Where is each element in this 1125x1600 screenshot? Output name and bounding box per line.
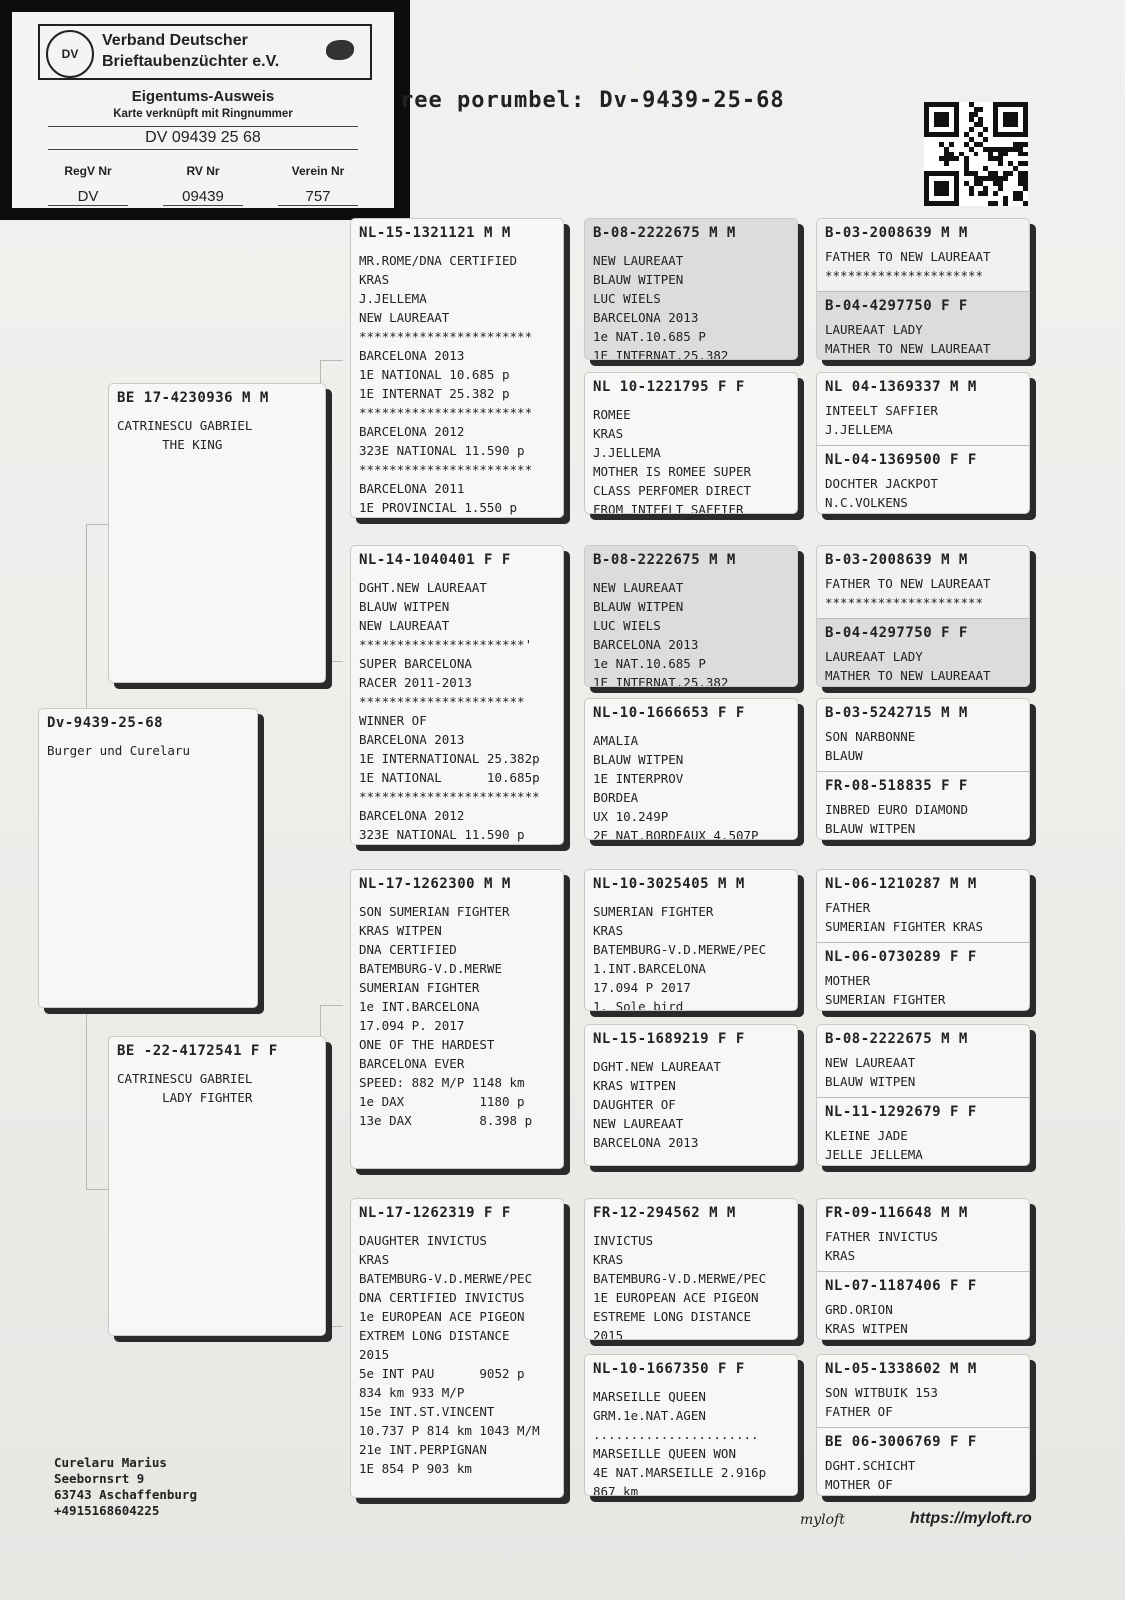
- note-line: DNA CERTIFIED: [359, 942, 457, 957]
- pedigree-notes: [359, 902, 555, 1130]
- note-line: FATHER: [825, 900, 871, 915]
- note-line: MARSEILLE QUEEN: [593, 1389, 706, 1404]
- note-line: 1E INTERPROV: [593, 771, 684, 786]
- ring-number: Dv-9439-25-68: [47, 715, 164, 731]
- card-ring-number: DV 09439 25 68: [48, 126, 358, 150]
- gen4-card: [816, 218, 1030, 360]
- note-line: 1E EUROPEAN ACE PIGEON: [593, 1290, 759, 1305]
- note-line: **********************: [359, 694, 525, 709]
- gen4-dam: [817, 619, 1029, 687]
- note-line: BARCELONA 2013: [593, 310, 699, 325]
- note-line: 867 km: [593, 1484, 639, 1496]
- address-line: 63743 Aschaffenburg: [54, 1487, 197, 1502]
- note-line: NEW LAUREAAT: [593, 1116, 684, 1131]
- gen4-sire: [817, 546, 1029, 618]
- verein-value: 757: [278, 188, 358, 206]
- gen4-card: [816, 698, 1030, 840]
- ring-number: NL-10-3025405 M M: [593, 876, 745, 892]
- note-line: Burger und Curelaru: [47, 743, 190, 758]
- great-grandparent-card: [584, 372, 798, 514]
- note-line: AMALIA: [593, 733, 639, 748]
- pedigree-notes: [593, 1231, 789, 1340]
- pedigree-notes: [825, 647, 1021, 685]
- ring-number: NL-07-1187406 F F: [825, 1278, 977, 1294]
- gen4-card: [816, 869, 1030, 1011]
- note-line: FROM INTEELT SAFFIER: [593, 502, 744, 514]
- note-line: BARCELONA 2012: [359, 424, 465, 439]
- ring-number: FR-08-518835 F F: [825, 778, 968, 794]
- note-line: SUMERIAN FIGHTER: [359, 980, 480, 995]
- gen4-card: [816, 1354, 1030, 1496]
- address-line: +4915168604225: [54, 1503, 160, 1518]
- note-line: NEW LAUREAAT: [593, 580, 684, 595]
- pedigree-notes: [825, 474, 1021, 512]
- note-line: **********************': [359, 637, 533, 652]
- ring-number: NL-10-1667350 F F: [593, 1361, 745, 1377]
- note-line: BATEMBURG-V.D.MERWE/PEC: [359, 1271, 533, 1286]
- note-line: BLAUW WITPEN: [593, 272, 684, 287]
- gen4-sire: [817, 1025, 1029, 1097]
- ring-number: BE 17-4230936 M M: [117, 390, 269, 406]
- note-line: BARCELONA 2013: [359, 732, 465, 747]
- note-line: *********************: [825, 595, 984, 610]
- note-line: BATEMBURG-V.D.MERWE/PEC: [593, 942, 767, 957]
- note-line: KRAS: [825, 1248, 856, 1263]
- note-line: MOTHER IS ROMEE SUPER: [593, 464, 752, 479]
- note-line: DNA CERTIFIED INVICTUS: [359, 1290, 525, 1305]
- note-line: RACER 2011-2013: [359, 675, 472, 690]
- note-line: DOCHTER JACKPOT: [825, 476, 938, 491]
- note-line: 1e EUROPEAN ACE PIGEON: [359, 1309, 525, 1324]
- pedigree-notes: [825, 574, 1021, 612]
- note-line: 323E NATIONAL 11.590 p: [359, 443, 525, 458]
- pedigree-notes: [825, 1383, 1021, 1421]
- note-line: 2E NAT.BORDEAUX 4.507P: [593, 828, 759, 840]
- note-line: DAUGHTER OF: [593, 1097, 676, 1112]
- grandparent-card: [350, 545, 564, 845]
- note-line: BLAUW WITPEN: [593, 599, 684, 614]
- note-line: DGHT.NEW LAUREAAT: [593, 1059, 721, 1074]
- note-line: 17.094 P 2017: [593, 980, 691, 995]
- note-line: CLASS PERFOMER DIRECT: [593, 483, 752, 498]
- gen4-sire: [817, 219, 1029, 291]
- pedigree-notes: [593, 578, 789, 687]
- ring-number: NL 04-1369337 M M: [825, 379, 977, 395]
- great-grandparent-card: [584, 1198, 798, 1340]
- pedigree-notes: [593, 902, 789, 1011]
- great-grandparent-card: [584, 545, 798, 687]
- note-line: ROMEE: [593, 407, 631, 422]
- note-line: MOTHER: [825, 973, 871, 988]
- note-line: BLAUW WITPEN: [359, 599, 450, 614]
- note-line: JELLE JELLEMA: [825, 1147, 923, 1162]
- note-line: INTEELT SAFFIER: [825, 403, 938, 418]
- ring-number: FR-09-116648 M M: [825, 1205, 968, 1221]
- pedigree-notes: [117, 416, 317, 454]
- note-line: BATEMBURG-V.D.MERWE: [359, 961, 502, 976]
- note-line: 21e INT.PERPIGNAN: [359, 1442, 487, 1457]
- note-line: NEW LAUREAAT: [593, 253, 684, 268]
- pedigree-notes: [359, 578, 555, 844]
- note-line: N.C.VOLKENS: [825, 495, 908, 510]
- pedigree-notes: [593, 731, 789, 840]
- note-line: INVICTUS: [593, 1233, 654, 1248]
- card-title: Eigentums-Ausweis: [131, 88, 275, 105]
- note-line: 17.094 P. 2017: [359, 1018, 465, 1033]
- ring-number: NL 10-1221795 F F: [593, 379, 745, 395]
- association-name-line2: Brieftaubenzüchter e.V.: [102, 53, 280, 70]
- note-line: J.JELLEMA: [359, 291, 427, 306]
- ring-number: B-08-2222675 M M: [593, 225, 736, 241]
- note-line: NEW LAUREAAT: [359, 310, 450, 325]
- regv-value: DV: [48, 188, 128, 206]
- note-line: NEW LAUREAAT: [359, 618, 450, 633]
- note-line: LAUREAAT LADY: [825, 649, 923, 664]
- ring-number: NL-06-0730289 F F: [825, 949, 977, 965]
- note-line: MR.ROME/DNA CERTIFIED: [359, 253, 518, 268]
- pedigree-notes: [593, 251, 789, 360]
- gen4-sire: [817, 699, 1029, 771]
- gen4-dam: [817, 772, 1029, 840]
- gen4-card: [816, 1024, 1030, 1166]
- note-line: 1e DAX 1180 p: [359, 1094, 525, 1109]
- note-line: BARCELONA EVER: [359, 1056, 465, 1071]
- address-line: Curelaru Marius: [54, 1455, 167, 1470]
- gen4-dam: [817, 292, 1029, 360]
- ring-number: NL-10-1666653 F F: [593, 705, 745, 721]
- note-line: ESTREME LONG DISTANCE: [593, 1309, 752, 1324]
- pedigree-notes: [593, 1387, 789, 1496]
- note-line: FATHER INVICTUS: [825, 1229, 938, 1244]
- page-title: ree porumbel: Dv-9439-25-68: [400, 88, 785, 113]
- note-line: 10.737 P 814 km 1043 M/M: [359, 1423, 540, 1438]
- note-line: KRAS WITPEN: [825, 1321, 908, 1336]
- gen4-sire: [817, 1199, 1029, 1271]
- note-line: 1e NAT.10.685 P: [593, 329, 706, 344]
- ownership-card: [0, 0, 410, 220]
- note-line: 13e DAX 8.398 p: [359, 1113, 533, 1128]
- gen4-sire: [817, 870, 1029, 942]
- gen4-sire: [817, 373, 1029, 445]
- note-line: DGHT.SCHICHT: [825, 1458, 916, 1473]
- regv-heading: RegV Nr: [64, 164, 112, 178]
- ring-number: BE -22-4172541 F F: [117, 1043, 278, 1059]
- association-header: [38, 24, 372, 80]
- note-line: BATEMBURG-V.D.MERWE/PEC: [593, 1271, 767, 1286]
- ring-number: NL-15-1689219 F F: [593, 1031, 745, 1047]
- note-line: CATRINESCU GABRIEL: [117, 418, 253, 433]
- note-line: 5e INT PAU 9052 p: [359, 1366, 525, 1381]
- ring-number: B-04-4297750 F F: [825, 298, 968, 314]
- ring-number: NL-06-1210287 M M: [825, 876, 977, 892]
- note-line: 1E NATIONAL 10.685p: [359, 770, 540, 785]
- note-line: FATHER OF: [825, 1404, 893, 1419]
- note-line: 834 km 933 M/P: [359, 1385, 465, 1400]
- pedigree-notes: [825, 800, 1021, 838]
- great-grandparent-card: [584, 1024, 798, 1166]
- note-line: SON NARBONNE: [825, 729, 916, 744]
- note-line: LUC WIELS: [593, 618, 661, 633]
- note-line: LAUREAAT LADY: [825, 322, 923, 337]
- gen4-dam: [817, 1098, 1029, 1166]
- rv-value: 09439: [163, 188, 243, 206]
- note-line: 1. Sole bird: [593, 999, 684, 1011]
- pedigree-notes: [825, 320, 1021, 358]
- grandparent-card: [350, 1198, 564, 1498]
- pedigree-notes: [825, 1053, 1021, 1091]
- note-line: ......................: [593, 1427, 759, 1442]
- note-line: FATHER TO NEW LAUREAAT: [825, 576, 991, 591]
- grandparent-card: [350, 869, 564, 1169]
- pedigree-notes: [825, 1300, 1021, 1338]
- great-grandparent-card: [584, 869, 798, 1011]
- note-line: KRAS: [593, 923, 624, 938]
- note-line: INBRED EURO DIAMOND: [825, 802, 968, 817]
- note-line: UX 10.249P: [593, 809, 669, 824]
- pedigree-notes: [825, 1227, 1021, 1265]
- pedigree-notes: [593, 405, 789, 514]
- note-line: DAUGHTER INVICTUS: [359, 1233, 487, 1248]
- ring-number: B-03-5242715 M M: [825, 705, 968, 721]
- note-line: J.JELLEMA: [825, 422, 893, 437]
- gen4-dam: [817, 446, 1029, 514]
- note-line: ***********************: [359, 405, 533, 420]
- gen4-card: [816, 1198, 1030, 1340]
- note-line: KRAS: [593, 426, 624, 441]
- note-line: 1E INTERNAT 25.382 p: [359, 386, 510, 401]
- ring-number: NL-17-1262300 M M: [359, 876, 511, 892]
- association-name-line1: Verband Deutscher: [102, 32, 248, 49]
- address-line: Seebornsrt 9: [54, 1471, 145, 1486]
- note-line: LUC WIELS: [593, 291, 661, 306]
- note-line: BLAUW WITPEN: [825, 821, 916, 836]
- note-line: EXTREM LONG DISTANCE: [359, 1328, 510, 1343]
- note-line: 2015: [593, 1328, 624, 1340]
- pigeon-icon: [326, 40, 354, 60]
- note-line: BLAUW: [825, 748, 863, 763]
- great-grandparent-card: [584, 218, 798, 360]
- note-line: NEW LAUREAAT: [825, 1055, 916, 1070]
- pedigree-notes: [825, 247, 1021, 285]
- note-line: MARSEILLE QUEEN WON: [593, 1446, 736, 1461]
- gen4-sire: [817, 1355, 1029, 1427]
- note-line: SON WITBUIK 153: [825, 1385, 938, 1400]
- pedigree-notes: [825, 1456, 1021, 1494]
- note-line: SUMERIAN FIGHTER: [593, 904, 714, 919]
- ring-number: NL-14-1040401 F F: [359, 552, 511, 568]
- card-subtitle: Karte verknüpft mit Ringnummer: [113, 108, 293, 120]
- note-line: KRAS: [359, 1252, 390, 1267]
- note-line: BARCELONA 2013: [593, 637, 699, 652]
- association-logo-icon: DV: [46, 30, 94, 78]
- note-line: BLAUW WITPEN: [825, 1074, 916, 1089]
- note-line: ************************: [359, 789, 540, 804]
- note-line: BORDEA: [593, 790, 639, 805]
- note-line: BARCELONA 2013: [593, 1135, 699, 1150]
- note-line: MATHER TO NEW LAUREAAT: [825, 668, 991, 683]
- note-line: 1e INT.BARCELONA: [359, 999, 480, 1014]
- grandparent-card: [350, 218, 564, 518]
- note-line: GRD.ORION: [825, 1302, 893, 1317]
- pedigree-notes: [825, 898, 1021, 936]
- note-line: 1e NAT.10.685 P: [593, 656, 706, 671]
- note-line: MOTHER OF: [825, 1477, 893, 1492]
- note-line: CATRINESCU GABRIEL: [117, 1071, 253, 1086]
- gen4-dam: [817, 943, 1029, 1011]
- qr-code-icon: [924, 102, 1028, 206]
- note-line: BARCELONA 2013: [359, 348, 465, 363]
- note-line: LADY FIGHTER: [117, 1090, 253, 1105]
- gen4-card: [816, 372, 1030, 514]
- ring-number: NL-17-1262319 F F: [359, 1205, 511, 1221]
- note-line: SUMERIAN FIGHTER: [825, 992, 946, 1007]
- note-line: 1E PROVINCIAL 1.550 p: [359, 500, 518, 515]
- note-line: WINNER OF: [359, 713, 427, 728]
- rv-heading: RV Nr: [186, 164, 220, 178]
- note-line: SPEED: 882 M/P 1148 km: [359, 1075, 525, 1090]
- pedigree-notes: [117, 1069, 317, 1107]
- note-line: 1.INT.BARCELONA: [593, 961, 706, 976]
- pedigree-notes: [359, 251, 555, 517]
- myloft-logo: myloft: [800, 1512, 845, 1528]
- note-line: 323E NATIONAL 11.590 p: [359, 827, 525, 842]
- ring-number: NL-11-1292679 F F: [825, 1104, 977, 1120]
- great-grandparent-card: [584, 698, 798, 840]
- ring-number: B-03-2008639 M M: [825, 552, 968, 568]
- note-line: THE KING: [117, 437, 223, 452]
- note-line: SUMERIAN FIGHTER KRAS: [825, 919, 984, 934]
- note-line: BLAUW WITPEN: [593, 752, 684, 767]
- pedigree-notes: [593, 1057, 789, 1152]
- ring-number: B-08-2222675 M M: [825, 1031, 968, 1047]
- note-line: BARCELONA 2011: [359, 481, 465, 496]
- note-line: KLEINE JADE: [825, 1128, 908, 1143]
- note-line: FATHER TO NEW LAUREAAT: [825, 249, 991, 264]
- ring-number: B-08-2222675 M M: [593, 552, 736, 568]
- note-line: 1E NATIONAL 10.685 p: [359, 367, 510, 382]
- gen4-dam: [817, 1428, 1029, 1496]
- ring-number: NL-05-1338602 M M: [825, 1361, 977, 1377]
- note-line: 1E 854 P 903 km: [359, 1461, 472, 1476]
- note-line: GRM.1e.NAT.AGEN: [593, 1408, 706, 1423]
- footer-url[interactable]: https://myloft.ro: [910, 1510, 1032, 1527]
- note-line: 15e INT.ST.VINCENT: [359, 1404, 495, 1419]
- ownership-card-inner: [12, 12, 394, 208]
- pedigree-notes: [825, 727, 1021, 765]
- subject-card: [38, 708, 258, 1008]
- ring-number: B-03-2008639 M M: [825, 225, 968, 241]
- note-line: SUPER BARCELONA: [359, 656, 472, 671]
- dam-card: [108, 1036, 326, 1336]
- note-line: KRAS: [359, 272, 390, 287]
- breeder-address: [54, 1455, 197, 1519]
- note-line: BARCELONA 2012: [359, 808, 465, 823]
- pedigree-notes: [359, 1231, 555, 1478]
- pedigree-notes: [825, 401, 1021, 439]
- verein-heading: Verein Nr: [291, 164, 345, 178]
- note-line: KRAS WITPEN: [593, 1078, 676, 1093]
- gen4-dam: [817, 1272, 1029, 1340]
- ring-number: NL-04-1369500 F F: [825, 452, 977, 468]
- note-line: J.JELLEMA: [593, 445, 661, 460]
- gen4-card: [816, 545, 1030, 687]
- pedigree-notes: [825, 971, 1021, 1009]
- note-line: KRAS WITPEN: [359, 923, 442, 938]
- note-line: KRAS: [593, 1252, 624, 1267]
- note-line: 1E INTERNAT.25.382: [593, 675, 729, 687]
- ring-number: BE 06-3006769 F F: [825, 1434, 977, 1450]
- pedigree-notes: [825, 1126, 1021, 1164]
- note-line: *********************: [825, 268, 984, 283]
- association-name: [102, 30, 279, 72]
- note-line: DGHT.NEW LAUREAAT: [359, 580, 487, 595]
- note-line: MATHER TO NEW LAUREAAT: [825, 341, 991, 356]
- note-line: 1E INTERNATIONAL 25.382p: [359, 751, 540, 766]
- great-grandparent-card: [584, 1354, 798, 1496]
- note-line: ***********************: [359, 329, 533, 344]
- note-line: 2015: [359, 1347, 390, 1362]
- pedigree-notes: [47, 741, 249, 760]
- ring-number: B-04-4297750 F F: [825, 625, 968, 641]
- note-line: 1E INTERNAT.25.382: [593, 348, 729, 360]
- note-line: SON SUMERIAN FIGHTER: [359, 904, 510, 919]
- ring-number: NL-15-1321121 M M: [359, 225, 511, 241]
- ring-number: FR-12-294562 M M: [593, 1205, 736, 1221]
- sire-card: [108, 383, 326, 683]
- note-line: ONE OF THE HARDEST: [359, 1037, 495, 1052]
- note-line: 4E NAT.MARSEILLE 2.916p: [593, 1465, 767, 1480]
- note-line: ***********************: [359, 462, 533, 477]
